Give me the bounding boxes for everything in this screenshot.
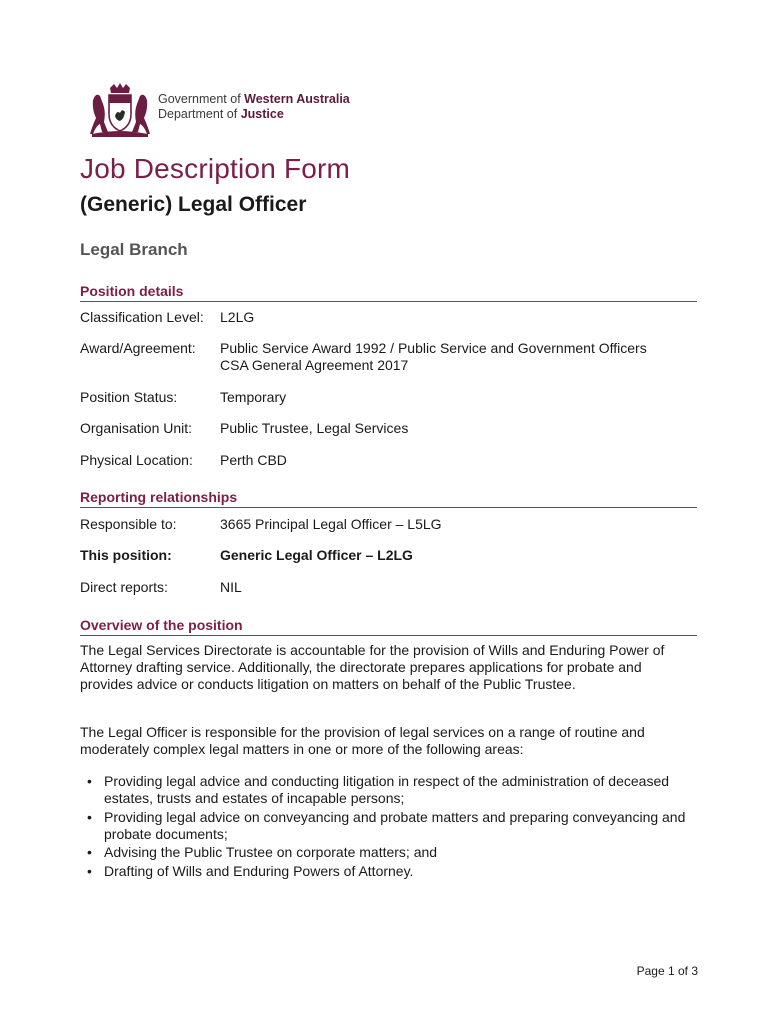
organisation-name xyxy=(158,92,350,122)
org-line-2 xyxy=(158,107,350,122)
detail-value: Perth CBD xyxy=(220,452,287,468)
org-line-2-prefix: Department of xyxy=(158,107,241,121)
detail-value: Public Trustee, Legal Services xyxy=(220,420,409,436)
list-item xyxy=(80,844,700,861)
reporting-heading: Reporting relationships xyxy=(80,489,697,508)
list-item-text: Providing legal advice and conducting litigation in respect of the administration of deceased estates, trusts and estates of incapable persons; xyxy=(104,773,670,806)
detail-label: Position Status: xyxy=(80,389,178,405)
reporting-value: 3665 Principal Legal Officer – L5LG xyxy=(220,516,442,532)
bullet-icon: • xyxy=(87,862,92,879)
page-number: Page 1 of 3 xyxy=(636,964,698,978)
detail-value: L2LG xyxy=(220,309,255,325)
org-line-1 xyxy=(158,92,350,107)
bullet-icon: • xyxy=(87,808,92,825)
org-line-1-prefix: Government of xyxy=(158,92,245,106)
list-item-text: Drafting of Wills and Enduring Powers of Attorney. xyxy=(104,862,414,879)
subtitle-bold: Legal Officer xyxy=(178,193,307,216)
list-item xyxy=(80,863,700,880)
position-details-heading: Position details xyxy=(80,283,697,302)
overview-paragraph-2: The Legal Officer is responsible for the provision of legal services on a range of routine and moderately complex legal matters in one or more of the following areas: xyxy=(80,724,645,757)
reporting-value: Generic Legal Officer – L2LG xyxy=(220,547,413,563)
detail-value xyxy=(220,340,700,374)
org-line-2-bold: Justice xyxy=(240,107,284,121)
branch-name: Legal Branch xyxy=(80,240,188,259)
list-item-text: Advising the Public Trustee on corporate matters; and xyxy=(104,844,438,860)
government-logo xyxy=(84,82,384,138)
overview-heading: Overview of the position xyxy=(80,617,697,636)
detail-value-line-2: CSA General Agreement 2017 xyxy=(220,357,409,373)
list-item xyxy=(80,809,700,843)
bullet-icon: • xyxy=(87,844,92,860)
detail-label: Classification Level: xyxy=(80,309,204,325)
detail-label: Physical Location: xyxy=(80,452,193,468)
subtitle-prefix: (Generic) xyxy=(80,193,179,216)
page-title: Job Description Form xyxy=(80,153,351,184)
reporting-label: Responsible to: xyxy=(80,516,177,532)
responsibility-list xyxy=(80,773,700,881)
overview-paragraph-1: The Legal Services Directorate is accountable for the provision of Wills and Enduring Power of Attorney drafting service. Additionally, the directorate prepares applications for probate and provides advice or conducts litigation on matters on behalf of the Public Trustee. xyxy=(80,642,665,692)
detail-value: Temporary xyxy=(220,389,287,405)
list-item-text: Providing legal advice on conveyancing and probate matters and preparing conveyancing and probate documents; xyxy=(104,808,686,842)
reporting-value: NIL xyxy=(220,579,242,595)
page-subtitle xyxy=(80,193,306,217)
list-item xyxy=(80,773,700,807)
detail-label: Organisation Unit: xyxy=(80,420,193,436)
reporting-label: Direct reports: xyxy=(80,579,168,595)
bullet-icon: • xyxy=(87,773,92,789)
detail-label: Award/Agreement: xyxy=(80,340,196,356)
org-line-1-bold: Western Australia xyxy=(244,92,350,106)
reporting-label: This position: xyxy=(80,547,172,563)
coat-of-arms-icon xyxy=(84,82,156,138)
detail-value-line-1: Public Service Award 1992 / Public Service and Government Officers xyxy=(220,340,647,356)
